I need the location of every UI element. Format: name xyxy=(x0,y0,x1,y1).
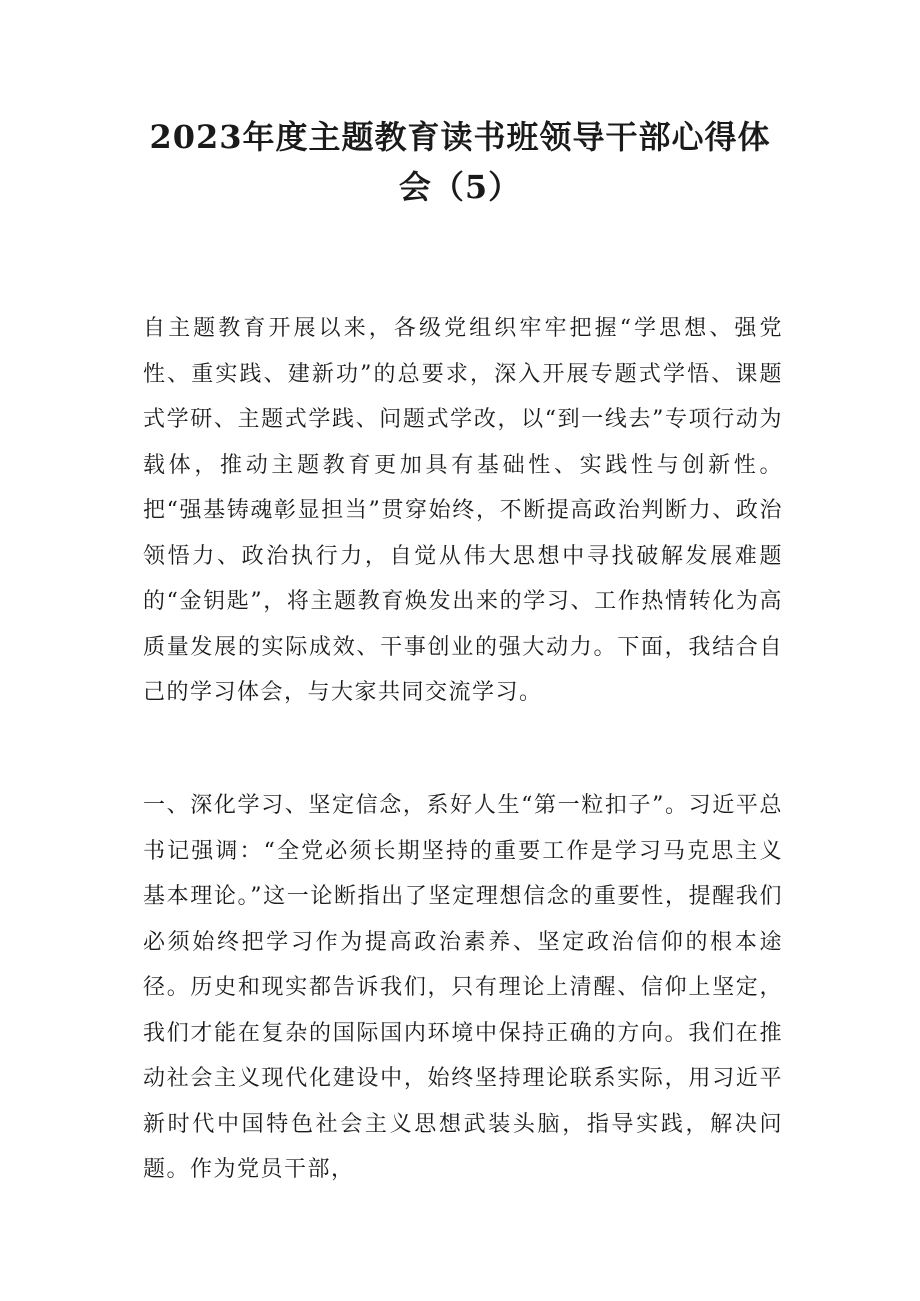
paragraph-intro: 自主题教育开展以来，各级党组织牢牢把握“学思想、强党性、重实践、建新功”的总要求，深入开展专题式学悟、课题式学研、主题式学践、问题式学改，以“到一线去”专项行动为载体，推动主题教育更加具有基础性、实践性与创新性。把“强基铸魂彰显担当”贯穿始终，不断提高政治判断力、政治领悟力、政治执行力，自觉从伟大思想中寻找破解发展难题的“金钥匙”，将主题教育焕发出来的学习、工作热情转化为高质量发展的实际成效、干事创业的强大动力。下面，我结合自己的学习体会，与大家共同交流学习。 xyxy=(143,316,783,705)
paragraph-section-one: 一、深化学习、坚定信念，系好人生“第一粒扣子”。习近平总书记强调：“全党必须长期坚持的重要工作是学习马克思主义基本理论。”这一论断指出了坚定理想信念的重要性，提醒我们必须始终把学习作为提高政治素养、坚定政治信仰的根本途径。历史和现实都告诉我们，只有理论上清醒、信仰上坚定，我们才能在复杂的国际国内环境中保持正确的方向。我们在推动社会主义现代化建设中，始终坚持理论联系实际，用习近平新时代中国特色社会主义思想武装头脑，指导实践，解决问题。作为党员干部， xyxy=(143,793,783,1182)
document-title: 2023年度主题教育读书班领导干部心得体会（5） xyxy=(149,118,771,206)
